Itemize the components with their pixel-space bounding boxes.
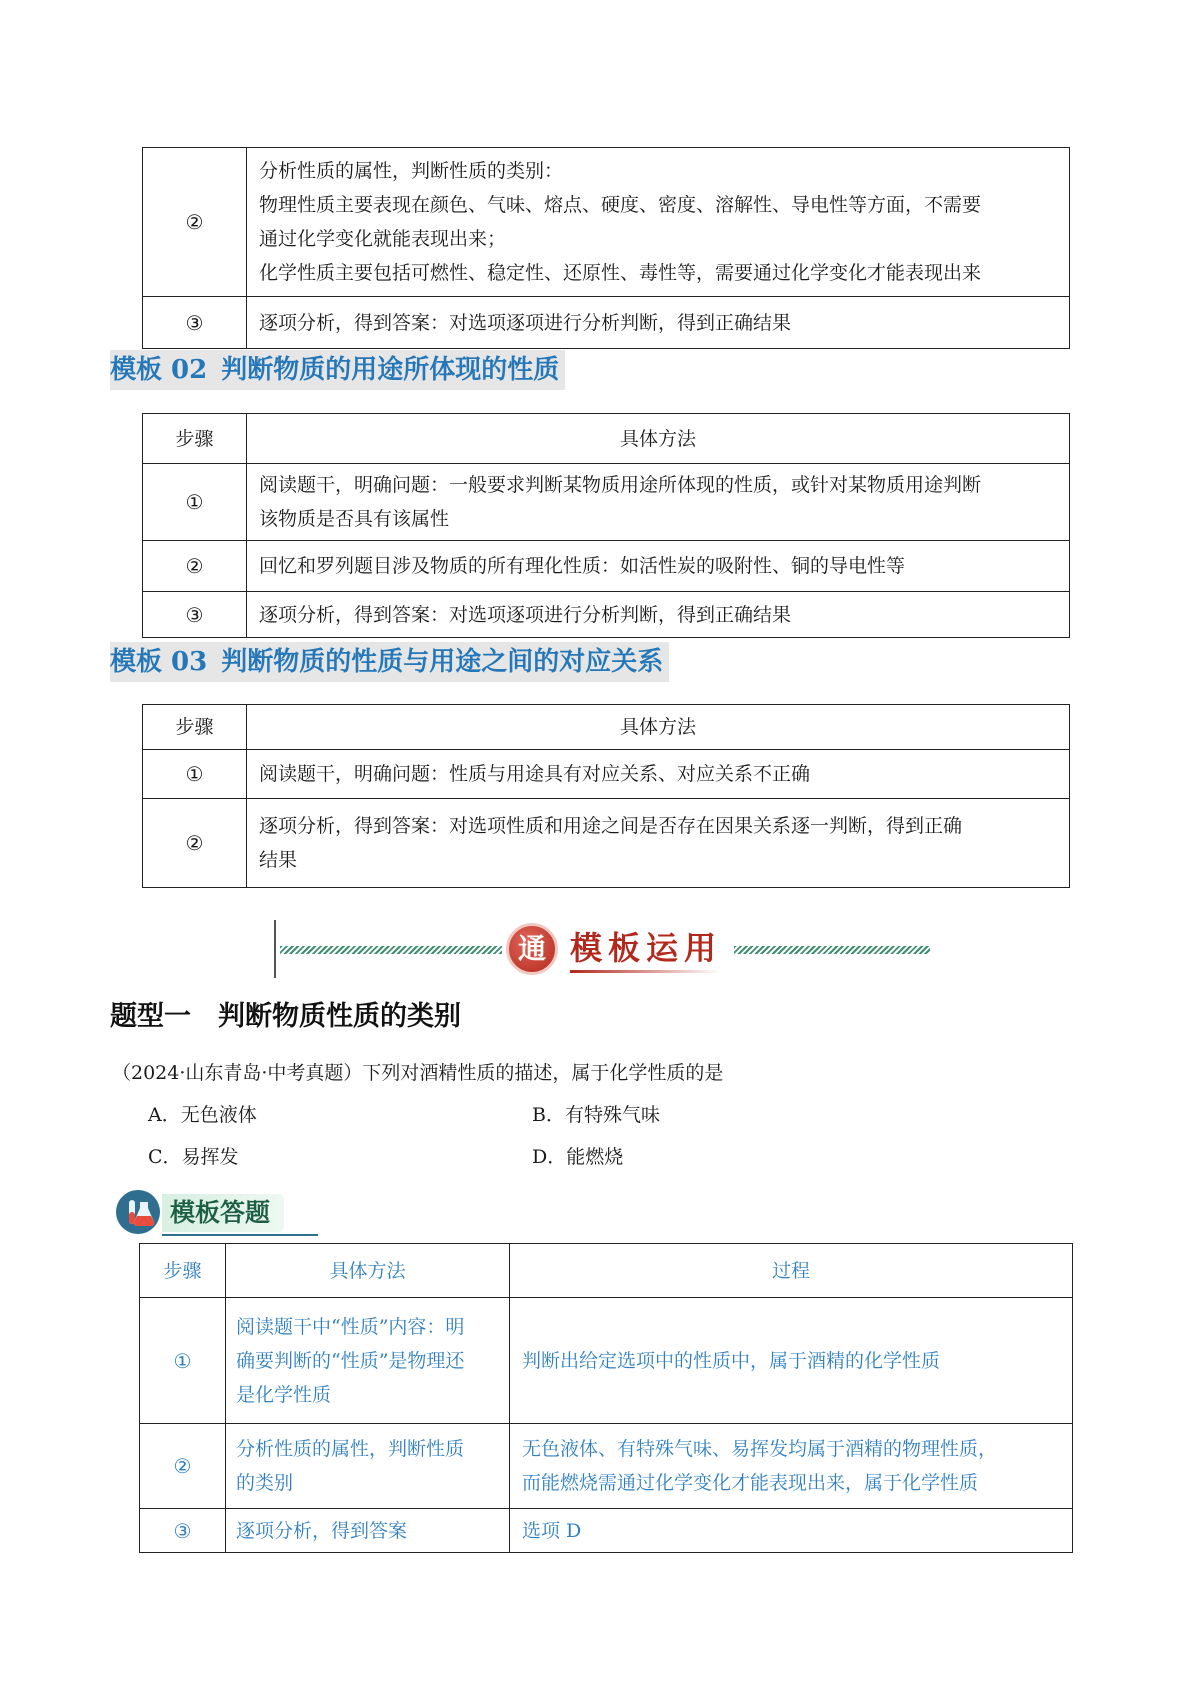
step-process bbox=[510, 1509, 1073, 1553]
seal-char: 通 bbox=[517, 932, 546, 965]
answer-badge-label bbox=[162, 1194, 284, 1232]
step-number: ① bbox=[140, 1298, 226, 1424]
process-line: 无色液体、有特殊气味、易挥发均属于酒精的物理性质， bbox=[522, 1438, 998, 1460]
method-line: 是化学性质 bbox=[236, 1383, 332, 1406]
step-method bbox=[226, 1424, 510, 1509]
method-line: 逐项分析，得到答案：对选项性质和用途之间是否存在因果关系逐一判断，得到正确 bbox=[259, 815, 963, 837]
column-header-method: 具体方法 bbox=[247, 414, 1070, 464]
step-number: ③ bbox=[143, 592, 247, 638]
method-line: 回忆和罗列题目涉及物质的所有理化性质：如活性炭的吸附性、铜的导电性等 bbox=[259, 555, 906, 577]
banner-divider bbox=[274, 920, 276, 978]
step-method bbox=[226, 1509, 510, 1553]
table-header-row bbox=[143, 705, 1070, 750]
table-row bbox=[143, 464, 1070, 541]
step-number: ② bbox=[143, 148, 247, 297]
banner-stripe-left bbox=[280, 946, 502, 954]
answer-badge-text: 模板答题 bbox=[170, 1198, 271, 1227]
method-table-02 bbox=[142, 413, 1070, 638]
template-usage-banner bbox=[274, 920, 942, 978]
method-line: 分析性质的属性，判断性质 bbox=[236, 1438, 465, 1460]
flask-icon bbox=[116, 1190, 160, 1234]
method-line: 物理性质主要表现在颜色、气味、熔点、硬度、密度、溶解性、导电性等方面，不需要 bbox=[259, 194, 982, 216]
method-line: 阅读题干中“性质”内容：明 bbox=[236, 1315, 465, 1338]
table-header-row bbox=[143, 414, 1070, 464]
process-line: 选项 D bbox=[522, 1519, 582, 1542]
method-line: 该物质是否具有该属性 bbox=[259, 508, 450, 530]
step-method bbox=[247, 148, 1070, 297]
template-02-heading bbox=[110, 350, 565, 390]
step-number: ① bbox=[143, 750, 247, 799]
step-method bbox=[247, 297, 1070, 349]
column-header-process: 过程 bbox=[510, 1244, 1073, 1298]
process-line: 判断出给定选项中的性质中，属于酒精的化学性质 bbox=[522, 1349, 941, 1372]
step-number: ② bbox=[143, 541, 247, 592]
table-row bbox=[140, 1424, 1073, 1509]
step-number: ① bbox=[143, 464, 247, 541]
step-method bbox=[247, 592, 1070, 638]
method-line: 阅读题干，明确问题：一般要求判断某物质用途所体现的性质，或针对某物质用途判断 bbox=[259, 474, 982, 496]
method-line: 结果 bbox=[259, 849, 298, 871]
method-line: 确要判断的“性质”是物理还 bbox=[236, 1349, 465, 1372]
template-title: 判断物质的性质与用途之间的对应关系 bbox=[221, 647, 664, 677]
column-header-step: 步骤 bbox=[140, 1244, 226, 1298]
column-header-method: 具体方法 bbox=[247, 705, 1070, 750]
template-label: 模板 03 bbox=[110, 647, 208, 677]
step-number: ③ bbox=[143, 297, 247, 349]
option-c: C．易挥发 bbox=[148, 1146, 239, 1168]
table-row bbox=[140, 1298, 1073, 1424]
question-type-title: 题型一 判断物质性质的类别 bbox=[110, 1001, 461, 1032]
tong-seal-icon bbox=[506, 923, 558, 975]
step-method bbox=[247, 750, 1070, 799]
method-table-03 bbox=[142, 704, 1070, 888]
process-line: 而能燃烧需通过化学变化才能表现出来，属于化学性质 bbox=[522, 1472, 979, 1494]
option-b: B．有特殊气味 bbox=[532, 1104, 660, 1126]
method-line: 逐项分析，得到答案：对选项逐项进行分析判断，得到正确结果 bbox=[259, 603, 792, 626]
step-method bbox=[247, 799, 1070, 888]
table-header-row bbox=[140, 1244, 1073, 1298]
banner-stripe-right bbox=[734, 946, 930, 954]
step-process bbox=[510, 1298, 1073, 1424]
step-method bbox=[247, 464, 1070, 541]
step-number: ② bbox=[143, 799, 247, 888]
column-header-step: 步骤 bbox=[143, 414, 247, 464]
method-line: 逐项分析，得到答案：对选项逐项进行分析判断，得到正确结果 bbox=[259, 311, 792, 334]
method-line: 化学性质主要包括可燃性、稳定性、还原性、毒性等，需要通过化学变化才能表现出来 bbox=[259, 262, 982, 284]
table-row bbox=[140, 1509, 1073, 1553]
answer-table bbox=[139, 1243, 1073, 1553]
column-header-method: 具体方法 bbox=[226, 1244, 510, 1298]
step-number: ② bbox=[140, 1424, 226, 1509]
method-table-01-continued bbox=[142, 147, 1070, 349]
question-stem: （2024·山东青岛·中考真题）下列对酒精性质的描述，属于化学性质的是 bbox=[112, 1062, 724, 1084]
template-title: 判断物质的用途所体现的性质 bbox=[221, 355, 560, 385]
option-d: D．能燃烧 bbox=[532, 1146, 624, 1168]
banner-title: 模板运用 bbox=[570, 929, 723, 967]
method-line: 的类别 bbox=[236, 1472, 294, 1494]
step-method bbox=[247, 541, 1070, 592]
table-row bbox=[143, 750, 1070, 799]
method-line: 阅读题干，明确问题：性质与用途具有对应关系、对应关系不正确 bbox=[259, 763, 811, 785]
template-label: 模板 02 bbox=[110, 355, 208, 385]
option-a: A．无色液体 bbox=[148, 1104, 257, 1126]
answer-badge bbox=[116, 1190, 316, 1238]
step-process bbox=[510, 1424, 1073, 1509]
method-line: 分析性质的属性，判断性质的类别： bbox=[259, 160, 564, 182]
table-row bbox=[143, 541, 1070, 592]
table-row bbox=[143, 592, 1070, 638]
table-row bbox=[143, 799, 1070, 888]
table-row bbox=[143, 297, 1070, 349]
template-03-heading bbox=[110, 642, 669, 682]
method-line: 逐项分析，得到答案 bbox=[236, 1519, 408, 1542]
column-header-step: 步骤 bbox=[143, 705, 247, 750]
step-number: ③ bbox=[140, 1509, 226, 1553]
method-line: 通过化学变化就能表现出来； bbox=[259, 228, 507, 250]
table-row bbox=[143, 148, 1070, 297]
banner-underline bbox=[570, 970, 720, 973]
step-method bbox=[226, 1298, 510, 1424]
answer-badge-underline bbox=[162, 1234, 318, 1236]
